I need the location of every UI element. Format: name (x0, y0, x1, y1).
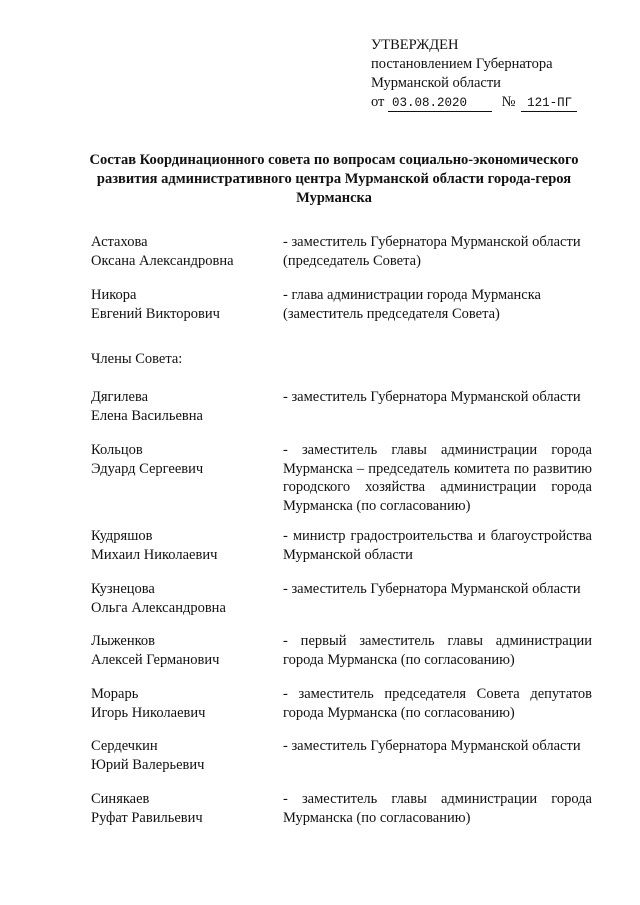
member-role: - министр градостроительства и благоустройства Мурманской области (283, 528, 592, 563)
approval-date: 03.08.2020 (388, 96, 492, 112)
member-surname: Синякаев (91, 791, 150, 807)
member-role: - заместитель главы администрации города Мурманска (по согласованию) (283, 791, 592, 826)
member-role: - первый заместитель главы администрации города Мурманска (по согласованию) (283, 633, 592, 668)
approval-number: 121-ПГ (521, 96, 577, 112)
member-surname: Сердечкин (91, 738, 158, 754)
member-name (91, 441, 276, 478)
member-name (91, 790, 276, 827)
approval-title: УТВЕРЖДЕН (371, 37, 459, 53)
number-sign: № (501, 94, 516, 110)
member-given-names: Юрий Валерьевич (91, 756, 205, 773)
member-given-names: Михаил Николаевич (91, 546, 218, 563)
member-name (91, 737, 276, 774)
member-name (91, 685, 276, 722)
document-title: Состав Координационного совета по вопросам социально-экономического развития административного центра Мурманской области города-героя Мурманска (89, 152, 579, 206)
member-role: - заместитель Губернатора Мурманской области (283, 389, 581, 405)
member-name (91, 527, 276, 564)
members-heading: Члены Совета: (91, 351, 183, 367)
member-given-names: Эдуард Сергеевич (91, 460, 204, 477)
member-role: - заместитель Губернатора Мурманской области (283, 581, 581, 597)
member-surname: Лыженков (91, 633, 156, 649)
member-surname: Кудряшов (91, 528, 153, 544)
member-surname: Никора (91, 287, 137, 303)
member-surname: Кузнецова (91, 581, 155, 597)
member-role: - заместитель Губернатора Мурманской области (283, 738, 581, 754)
member-given-names: Игорь Николаевич (91, 704, 206, 721)
member-given-names: Евгений Викторович (91, 305, 220, 322)
member-name (91, 388, 276, 425)
member-name (91, 632, 276, 669)
member-given-names: Алексей Германович (91, 651, 220, 668)
member-surname: Астахова (91, 234, 148, 250)
approval-stamp (371, 36, 631, 112)
member-given-names: Ольга Александровна (91, 599, 226, 616)
member-given-names: Руфат Равильевич (91, 809, 203, 826)
approval-line-2: Мурманской области (371, 75, 501, 91)
approval-line-1: постановлением Губернатора (371, 56, 553, 72)
member-surname: Морарь (91, 686, 139, 702)
member-name (91, 233, 276, 270)
date-prefix: от (371, 94, 385, 110)
member-name (91, 580, 276, 617)
member-surname: Кольцов (91, 442, 143, 458)
member-role: - глава администрации города Мурманска (заместитель председателя Совета) (283, 287, 541, 322)
member-given-names: Оксана Александровна (91, 252, 234, 269)
member-surname: Дягилева (91, 389, 149, 405)
member-role: - заместитель председателя Совета депутатов города Мурманска (по согласованию) (283, 686, 592, 721)
approval-date-line (371, 93, 631, 112)
member-role: - заместитель Губернатора Мурманской области (председатель Совета) (283, 234, 581, 269)
member-name (91, 286, 276, 323)
member-given-names: Елена Васильевна (91, 407, 203, 424)
member-role: - заместитель главы администрации города Мурманска – председатель комитета по развитию городского хозяйства администрации города Мурманска (по согласованию) (283, 442, 592, 514)
